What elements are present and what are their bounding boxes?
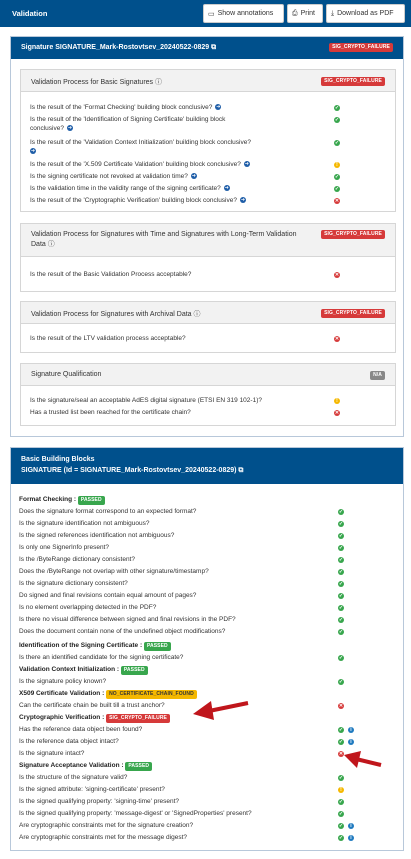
check-ok-icon: ✓ [338, 545, 344, 551]
check-row: Is the signature identification not ambiguous? [19, 520, 150, 527]
comment-icon: ▭ [208, 10, 215, 18]
check-ok-icon: ✓ [338, 727, 344, 733]
qualification-header[interactable]: Signature Qualification N/A [21, 364, 395, 386]
check-row: Is the result of the 'Cryptographic Verification' building block conclusive? ➜ [30, 197, 246, 204]
check-error-icon: ✕ [338, 703, 344, 709]
check-row: Is the result of the LTV validation process acceptable? [30, 335, 186, 342]
check-row: Is the result of the 'X.509 Certificate Validation' building block conclusive? ➜ [30, 161, 249, 168]
check-row: Is no element overlapping detected in the PDF? [19, 604, 157, 611]
check-ok-icon: ✓ [338, 835, 344, 841]
check-row: Is the signature dictionary consistent? [19, 580, 128, 587]
page-title: Validation [12, 9, 48, 18]
archival-validation-section [20, 301, 396, 353]
check-ok-icon: ✓ [338, 799, 344, 805]
info-icon[interactable]: i [348, 823, 354, 829]
check-row: Is the result of the Basic Validation Process acceptable? [30, 271, 192, 278]
arrow-right-icon[interactable]: ➜ [67, 125, 73, 132]
check-row: Does the signature format correspond to an expected format? [19, 508, 197, 515]
signature-indication-badge: SIG_CRYPTO_FAILURE [329, 43, 393, 52]
ltv-validation-section [20, 223, 396, 292]
info-icon: ⓘ [155, 79, 162, 86]
check-row: Is the signed qualifying property: 'signing-time' present? [19, 798, 180, 805]
show-annotations-button[interactable]: ▭ Show annotations [203, 4, 284, 23]
block-title: Signature Acceptance Validation : PASSED [19, 762, 152, 771]
arrow-right-icon[interactable]: ➜ [191, 173, 196, 180]
check-ok-icon: ✓ [338, 569, 344, 575]
check-row: Does the /ByteRange not overlap with other signature/timestamp? [19, 568, 209, 575]
check-row: Has a trusted list been reached for the certificate chain? [30, 409, 191, 416]
check-ok-icon: ✓ [334, 140, 340, 146]
signature-panel [10, 36, 404, 437]
check-ok-icon: ✓ [338, 655, 344, 661]
check-row: Is the reference data object intact? [19, 738, 119, 745]
check-ok-icon: ✓ [338, 629, 344, 635]
check-row: Has the reference data object been found? [19, 726, 143, 733]
basic-indication-badge: SIG_CRYPTO_FAILURE [321, 77, 385, 86]
check-ok-icon: ✓ [338, 811, 344, 817]
arrow-right-icon[interactable]: ➜ [30, 148, 36, 155]
check-row: Is the validation time in the validity range of the signing certificate? ➜ [30, 185, 229, 192]
print-icon: ⎙ [292, 9, 298, 17]
check-row: Is the signing certificate not revoked at validation time? ➜ [30, 173, 196, 180]
check-error-icon: ✕ [334, 410, 340, 416]
check-ok-icon: ✓ [338, 533, 344, 539]
check-row: Does the document contain none of the undefined object modifications? [19, 628, 226, 635]
ltv-validation-header[interactable]: Validation Process for Signatures with Time and Signatures with Long-Term Validation Data ⓘ SIG_CRYPTO_FAILURE [21, 224, 395, 257]
archival-indication-badge: SIG_CRYPTO_FAILURE [321, 309, 385, 318]
check-row: Is the result of the 'Identification of Signing Certificate' building block [30, 116, 226, 123]
check-ok-icon: ✓ [334, 105, 340, 111]
check-row: Is only one SignerInfo present? [19, 544, 109, 551]
check-row: Are cryptographic constraints met for the message digest? [19, 834, 187, 841]
check-row: Is there no visual difference between signed and final revisions in the PDF? [19, 616, 236, 623]
check-ok-icon: ✓ [334, 186, 340, 192]
check-row: Is the signed attribute: 'signing-certificate' present? [19, 786, 165, 793]
block-title: Format Checking : PASSED [19, 496, 105, 505]
check-ok-icon: ✓ [338, 521, 344, 527]
check-ok-icon: ✓ [338, 617, 344, 623]
signature-panel-header[interactable]: Signature SIGNATURE_Mark-Rostovtsev_20240522-0829 ⧉ SIG_CRYPTO_FAILURE [11, 37, 403, 59]
ltv-indication-badge: SIG_CRYPTO_FAILURE [321, 230, 385, 239]
info-icon[interactable]: i [348, 739, 354, 745]
block-title: Identification of the Signing Certificate : PASSED [19, 642, 171, 651]
check-ok-icon: ✓ [338, 509, 344, 515]
check-warning-icon: ! [334, 162, 340, 168]
copy-icon[interactable]: ⧉ [238, 467, 244, 474]
check-ok-icon: ✓ [338, 557, 344, 563]
check-row: Is there an identified candidate for the signing certificate? [19, 654, 184, 661]
check-ok-icon: ✓ [334, 174, 340, 180]
arrow-right-icon[interactable]: ➜ [224, 185, 229, 192]
qualification-section [20, 363, 396, 426]
check-ok-icon: ✓ [338, 823, 344, 829]
check-row: Is the signature/seal an acceptable AdES digital signature (ETSI EN 319 102-1)? [30, 397, 262, 404]
download-icon: ⤓ [331, 9, 335, 17]
arrow-right-icon[interactable]: ➜ [216, 104, 221, 111]
check-ok-icon: ✓ [338, 775, 344, 781]
info-icon: ⓘ [193, 311, 201, 318]
block-title: Validation Context Initialization : PASSED [19, 666, 148, 675]
basic-validation-header[interactable]: Validation Process for Basic Signatures ⓘ SIG_CRYPTO_FAILURE [21, 70, 395, 92]
check-error-icon: ✕ [338, 751, 344, 757]
bbb-panel-header[interactable]: Basic Building Blocks SIGNATURE (Id = SIGNATURE_Mark-Rostovtsev_20240522-0829) ⧉ [11, 448, 403, 484]
check-row-continued: conclusive? ➜ [30, 125, 73, 132]
arrow-right-icon[interactable]: ➜ [244, 161, 249, 168]
check-ok-icon: ✓ [338, 605, 344, 611]
check-row: Is the signature intact? [19, 750, 85, 757]
info-icon: ⓘ [47, 241, 55, 248]
check-row: Is the result of the 'Validation Context Initialization' building block conclusive? [30, 139, 251, 146]
info-icon[interactable]: i [348, 727, 354, 733]
check-row: Is the signed references identification not ambiguous? [19, 532, 175, 539]
arrow-right-icon[interactable]: ➜ [240, 197, 246, 204]
top-bar [0, 0, 411, 27]
block-title: Cryptographic Verification : SIG_CRYPTO_FAILURE [19, 714, 170, 723]
check-row: Is the signed qualifying property: 'message-digest' or 'SignedProperties' present? [19, 810, 252, 817]
check-ok-icon: ✓ [334, 117, 340, 123]
check-error-icon: ✕ [334, 336, 340, 342]
check-ok-icon: ✓ [338, 581, 344, 587]
check-row-link [30, 148, 36, 155]
check-row: Is the signature policy known? [19, 678, 107, 685]
check-ok-icon: ✓ [338, 593, 344, 599]
check-row: Are cryptographic constraints met for the signature creation? [19, 822, 194, 829]
download-pdf-button[interactable]: ⤓ Download as PDF [326, 4, 405, 23]
check-row: Is the result of the 'Format Checking' building block conclusive? ➜ [30, 104, 221, 111]
check-row: Can the certificate chain be built till a trust anchor? [19, 702, 165, 709]
info-icon[interactable]: i [348, 835, 354, 841]
check-row: Do signed and final revisions contain equal amount of pages? [19, 592, 197, 599]
check-error-icon: ✕ [334, 272, 340, 278]
check-ok-icon: ✓ [338, 679, 344, 685]
check-row: Is the /ByteRange dictionary consistent? [19, 556, 135, 563]
check-ok-icon: ✓ [338, 739, 344, 745]
qualification-indication-badge: N/A [370, 371, 385, 380]
check-warning-icon: ! [338, 787, 344, 793]
check-row: Is the structure of the signature valid? [19, 774, 128, 781]
print-button[interactable]: ⎙ Print [287, 4, 323, 23]
check-error-icon: ✕ [334, 198, 340, 204]
block-title: X509 Certificate Validation : NO_CERTIFICATE_CHAIN_FOUND [19, 690, 197, 699]
copy-icon[interactable]: ⧉ [211, 44, 217, 51]
check-warning-icon: ! [334, 398, 340, 404]
archival-validation-header[interactable]: Validation Process for Signatures with Archival Data ⓘ SIG_CRYPTO_FAILURE [21, 302, 395, 324]
